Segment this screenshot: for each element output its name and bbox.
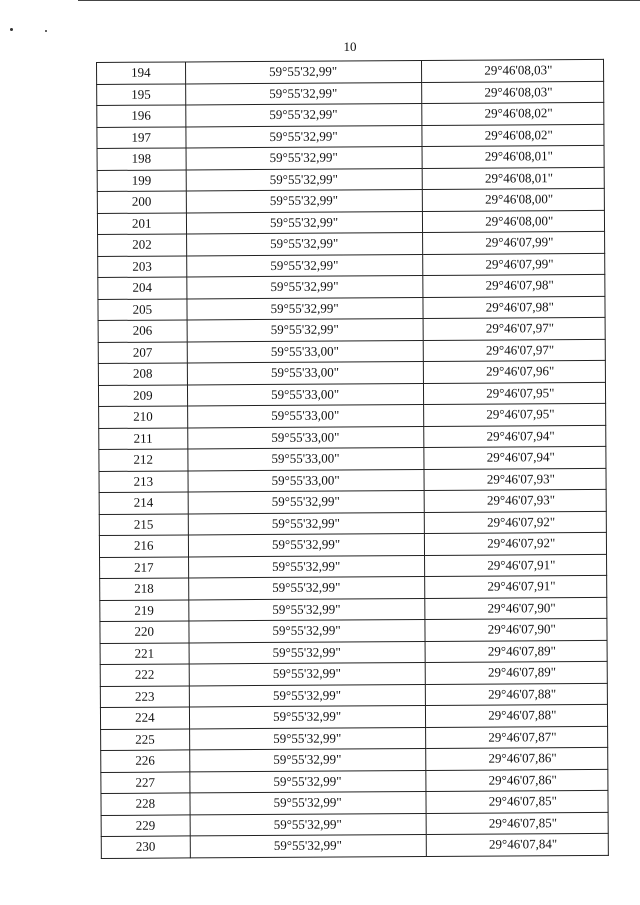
longitude-cell-text: 29°46'07,93" [486, 470, 555, 487]
longitude-cell [422, 210, 605, 233]
longitude-cell [423, 425, 606, 448]
longitude-cell [423, 296, 606, 319]
table-row [99, 532, 606, 557]
latitude-cell-text: 59°55'33,00" [270, 364, 340, 380]
point-number-cell [97, 212, 186, 234]
longitude-cell [423, 382, 606, 405]
latitude-cell-text: 59°55'33,00" [271, 472, 340, 488]
longitude-cell-text: 29°46'07,99" [485, 255, 554, 272]
point-number-cell-text: 210 [133, 408, 153, 424]
longitude-cell-text: 29°46'07,85" [488, 814, 558, 831]
latitude-cell-text: 59°55'32,99" [271, 536, 341, 552]
latitude-cell [187, 405, 423, 428]
latitude-cell-text: 59°55'32,99" [272, 601, 341, 617]
point-number-cell [101, 728, 190, 750]
latitude-cell [189, 749, 425, 772]
point-number-cell-text: 229 [135, 817, 156, 833]
point-number-cell [97, 83, 186, 105]
point-number-cell-text: 211 [133, 430, 153, 446]
latitude-cell [189, 706, 425, 729]
table-row [99, 446, 606, 471]
table-row [98, 317, 605, 342]
table-row [100, 661, 607, 686]
longitude-cell-text: 29°46'08,02" [484, 126, 553, 143]
point-number-cell-text: 222 [134, 666, 155, 682]
coordinates-table [96, 59, 609, 859]
longitude-cell-text: 29°46'08,00" [485, 212, 554, 229]
latitude-cell [187, 383, 423, 406]
latitude-cell [189, 663, 425, 686]
point-number-cell [100, 556, 189, 578]
table-row [101, 747, 608, 772]
point-number-cell [101, 771, 190, 793]
latitude-cell [186, 147, 422, 170]
longitude-cell-text: 29°46'07,89" [487, 664, 557, 680]
longitude-cell [424, 511, 607, 534]
longitude-cell-text: 29°46'07,87" [488, 728, 557, 745]
table-row [100, 704, 607, 729]
point-number-cell [100, 707, 189, 729]
point-number-cell-text: 194 [131, 64, 151, 80]
point-number-cell [97, 126, 186, 148]
point-number-cell-text: 203 [132, 258, 152, 274]
latitude-cell [188, 534, 424, 557]
latitude-cell-text: 59°55'32,99" [270, 321, 339, 337]
longitude-cell-text: 29°46'07,94" [486, 449, 555, 465]
point-number-cell-text: 217 [134, 559, 154, 575]
point-number-cell-text: 212 [133, 451, 154, 467]
longitude-cell-text: 29°46'07,85" [488, 793, 557, 809]
point-number-cell [98, 341, 187, 363]
latitude-cell [188, 577, 424, 600]
point-number-cell-text: 213 [133, 473, 154, 489]
point-number-cell-text: 216 [133, 537, 154, 553]
longitude-cell [425, 726, 608, 749]
longitude-cell [426, 833, 609, 856]
point-number-cell [99, 470, 188, 492]
longitude-cell [425, 704, 608, 727]
longitude-cell-text: 29°46'07,88" [488, 707, 557, 723]
page-top-rule [78, 0, 640, 1]
point-number-cell [98, 234, 187, 256]
point-number-cell [99, 427, 188, 449]
longitude-cell [425, 618, 608, 641]
latitude-cell-text: 59°55'32,99" [270, 278, 339, 294]
longitude-cell [424, 532, 607, 555]
table-row [101, 726, 608, 751]
longitude-cell-text: 29°46'07,97" [485, 341, 555, 358]
table-row [101, 790, 608, 815]
longitude-cell [421, 59, 604, 82]
latitude-cell-text: 59°55'33,00" [271, 386, 340, 402]
latitude-cell-text: 59°55'32,99" [270, 300, 339, 316]
latitude-cell [187, 426, 423, 449]
point-number-cell-text: 195 [131, 86, 151, 102]
latitude-cell [189, 641, 425, 664]
longitude-cell [422, 231, 605, 254]
latitude-cell-text: 59°55'32,99" [269, 106, 338, 122]
longitude-cell [422, 188, 605, 211]
point-number-cell-text: 225 [135, 731, 155, 747]
longitude-cell [426, 790, 609, 813]
longitude-cell-text: 29°46'07,88" [488, 685, 557, 702]
latitude-cell-text: 59°55'32,99" [273, 730, 342, 746]
table-row [100, 640, 607, 665]
point-number-cell-text: 223 [134, 688, 155, 704]
latitude-cell-text: 59°55'32,99" [271, 493, 340, 509]
point-number-cell-text: 209 [133, 387, 153, 403]
point-number-cell [97, 105, 186, 127]
table-row [100, 683, 607, 708]
scan-speck [45, 30, 47, 32]
point-number-cell-text: 202 [132, 236, 152, 252]
point-number-cell [97, 62, 186, 84]
point-number-cell-text: 207 [132, 344, 153, 360]
longitude-cell-text: 29°46'07,95" [486, 406, 555, 422]
longitude-cell-text: 29°46'08,03" [484, 83, 553, 100]
point-number-cell-text: 205 [132, 301, 153, 317]
latitude-cell [189, 770, 425, 793]
latitude-cell [187, 362, 423, 385]
longitude-cell [424, 489, 607, 512]
point-number-cell [100, 621, 189, 643]
latitude-cell-text: 59°55'32,99" [273, 837, 342, 853]
latitude-cell-text: 59°55'32,99" [273, 794, 342, 810]
scan-speck [10, 28, 13, 31]
point-number-cell-text: 204 [132, 279, 152, 295]
latitude-cell-text: 59°55'33,00" [271, 407, 340, 423]
table-row [100, 554, 607, 579]
longitude-cell [425, 661, 608, 684]
latitude-cell-text: 59°55'32,99" [273, 708, 342, 724]
table-row [101, 833, 608, 858]
latitude-cell-text: 59°55'32,99" [270, 235, 339, 251]
table-row [97, 145, 604, 170]
latitude-cell [189, 684, 425, 707]
latitude-cell [189, 620, 425, 643]
latitude-cell-text: 59°55'33,00" [270, 343, 339, 359]
longitude-cell-text: 29°46'07,86" [488, 771, 557, 788]
latitude-cell-text: 59°55'32,99" [272, 644, 341, 660]
point-number-cell-text: 200 [131, 193, 152, 209]
table-row [99, 489, 606, 514]
longitude-cell-text: 29°46'07,86" [488, 750, 557, 766]
point-number-cell [98, 277, 187, 299]
longitude-cell [423, 446, 606, 469]
longitude-cell [425, 640, 608, 663]
point-number-cell-text: 219 [134, 602, 154, 618]
latitude-cell [186, 168, 422, 191]
point-number-cell-text: 198 [131, 150, 152, 166]
point-number-cell [98, 320, 187, 342]
longitude-cell-text: 29°46'07,98" [485, 277, 554, 293]
table-row [97, 167, 604, 192]
latitude-cell-text: 59°55'32,99" [272, 687, 342, 703]
point-number-cell [101, 750, 190, 772]
table-row [100, 597, 607, 622]
table-row [99, 425, 606, 450]
table-row [101, 769, 608, 794]
longitude-cell [422, 274, 605, 297]
longitude-cell-text: 29°46'07,89" [487, 642, 557, 659]
table-row [98, 253, 605, 278]
point-number-cell [100, 685, 189, 707]
longitude-cell-text: 29°46'07,97" [485, 320, 555, 336]
longitude-cell-text: 29°46'07,92" [487, 513, 556, 530]
point-number-cell [100, 664, 189, 686]
point-number-cell-text: 208 [132, 365, 153, 381]
longitude-cell-text: 29°46'07,90" [487, 599, 556, 616]
point-number-cell-text: 230 [135, 838, 156, 854]
point-number-cell-text: 199 [131, 172, 152, 188]
point-number-cell [101, 814, 190, 836]
longitude-cell [421, 81, 604, 104]
latitude-cell-text: 59°55'32,99" [269, 214, 339, 230]
point-number-cell-text: 196 [131, 107, 151, 123]
latitude-cell-text: 59°55'32,99" [272, 665, 341, 681]
latitude-cell [185, 61, 421, 84]
longitude-cell [423, 317, 606, 340]
latitude-cell [188, 469, 424, 492]
point-number-cell [97, 169, 186, 191]
latitude-cell-text: 59°55'32,99" [269, 128, 338, 144]
longitude-cell-text: 29°46'08,02" [484, 105, 553, 121]
point-number-cell [98, 363, 187, 385]
point-number-cell [98, 384, 187, 406]
latitude-cell-text: 59°55'32,99" [272, 622, 341, 638]
longitude-cell [423, 339, 606, 362]
latitude-cell [188, 555, 424, 578]
table-row [99, 468, 606, 493]
point-number-cell-text: 224 [135, 709, 155, 725]
latitude-cell-text: 59°55'33,00" [271, 429, 340, 445]
latitude-cell [189, 727, 425, 750]
table-row [98, 274, 605, 299]
point-number-cell-text: 201 [131, 215, 152, 231]
longitude-cell-text: 29°46'07,99" [485, 234, 554, 250]
latitude-cell-text: 59°55'32,99" [272, 558, 341, 574]
longitude-cell-text: 29°46'07,92" [487, 535, 556, 551]
longitude-cell [424, 468, 607, 491]
longitude-cell [424, 597, 607, 620]
point-number-cell [99, 406, 188, 428]
point-number-cell-text: 227 [135, 774, 155, 790]
latitude-cell [190, 792, 426, 815]
table-row [100, 618, 607, 643]
point-number-cell [99, 535, 188, 557]
table-row [97, 188, 604, 213]
longitude-cell-text: 29°46'07,84" [488, 836, 558, 852]
latitude-cell [185, 104, 421, 127]
longitude-cell [425, 747, 608, 770]
longitude-cell-text: 29°46'07,91" [487, 556, 556, 573]
longitude-cell-text: 29°46'07,95" [486, 384, 555, 401]
table-row [99, 511, 606, 536]
latitude-cell-text: 59°55'32,99" [272, 579, 341, 595]
latitude-cell-text: 59°55'32,99" [271, 515, 341, 531]
table-row [97, 81, 604, 106]
point-number-cell-text: 226 [135, 752, 155, 768]
latitude-cell-text: 59°55'32,99" [273, 751, 342, 767]
longitude-cell [422, 124, 605, 147]
point-number-cell-text: 228 [135, 795, 156, 811]
table-row [98, 360, 605, 385]
longitude-cell [426, 812, 609, 835]
latitude-cell-text: 59°55'32,99" [273, 816, 342, 832]
longitude-cell [424, 575, 607, 598]
point-number-cell-text: 214 [133, 494, 154, 510]
table-row [98, 382, 605, 407]
latitude-cell [186, 211, 422, 234]
latitude-cell-text: 59°55'32,99" [270, 257, 339, 273]
point-number-cell [99, 513, 188, 535]
point-number-cell [99, 492, 188, 514]
longitude-cell [421, 102, 604, 125]
longitude-cell-text: 29°46'08,00" [485, 191, 554, 207]
latitude-cell [188, 512, 424, 535]
point-number-cell-text: 221 [134, 645, 155, 661]
latitude-cell-text: 59°55'32,99" [269, 171, 338, 187]
longitude-cell-text: 29°46'07,93" [486, 492, 556, 508]
point-number-cell [101, 836, 190, 858]
latitude-cell [187, 319, 423, 342]
latitude-cell [186, 190, 422, 213]
latitude-cell-text: 59°55'32,99" [269, 85, 338, 101]
point-number-cell [97, 148, 186, 170]
page-number: 10 [343, 39, 357, 54]
longitude-cell-text: 29°46'08,01" [484, 169, 554, 186]
longitude-cell [423, 403, 606, 426]
longitude-cell [422, 145, 605, 168]
longitude-cell-text: 29°46'07,96" [486, 363, 555, 379]
longitude-cell-text: 29°46'07,94" [486, 427, 555, 444]
longitude-cell [424, 554, 607, 577]
longitude-cell-text: 29°46'08,03" [484, 62, 553, 78]
longitude-cell [423, 360, 606, 383]
point-number-cell-text: 206 [132, 322, 153, 338]
longitude-cell [422, 253, 605, 276]
table-row [100, 575, 607, 600]
point-number-cell [97, 191, 186, 213]
table-row [97, 59, 604, 84]
point-number-cell-text: 218 [134, 580, 154, 596]
table-row [98, 296, 605, 321]
point-number-cell-text: 220 [134, 623, 155, 639]
table-row [98, 231, 605, 256]
point-number-cell [98, 255, 187, 277]
point-number-cell [100, 599, 189, 621]
latitude-cell [185, 82, 421, 105]
table-row [97, 124, 604, 149]
latitude-cell-text: 59°55'33,00" [271, 450, 340, 466]
latitude-cell [187, 340, 423, 363]
table-row [101, 812, 608, 837]
longitude-cell [425, 769, 608, 792]
latitude-cell [187, 297, 423, 320]
table-row [99, 403, 606, 428]
table-row [97, 102, 604, 127]
latitude-cell-text: 59°55'32,99" [269, 149, 338, 165]
latitude-cell [186, 276, 422, 299]
table-row [98, 339, 605, 364]
point-number-cell [100, 642, 189, 664]
latitude-cell [190, 813, 426, 836]
point-number-cell-text: 215 [133, 516, 154, 532]
latitude-cell [185, 125, 421, 148]
latitude-cell [188, 491, 424, 514]
point-number-cell [98, 298, 187, 320]
longitude-cell-text: 29°46'07,91" [487, 578, 556, 594]
longitude-cell-text: 29°46'07,90" [487, 621, 556, 637]
latitude-cell [187, 448, 423, 471]
latitude-cell [186, 233, 422, 256]
table-row [97, 210, 604, 235]
longitude-cell [422, 167, 605, 190]
latitude-cell [188, 598, 424, 621]
coordinates-table-body [97, 59, 609, 858]
point-number-cell [100, 578, 189, 600]
longitude-cell-text: 29°46'08,01" [484, 148, 553, 164]
latitude-cell-text: 59°55'32,99" [269, 63, 338, 79]
latitude-cell-text: 59°55'32,99" [269, 192, 339, 208]
longitude-cell [425, 683, 608, 706]
latitude-cell-text: 59°55'32,99" [273, 773, 342, 789]
point-number-cell-text: 197 [131, 129, 152, 145]
point-number-cell [99, 449, 188, 471]
latitude-cell [186, 254, 422, 277]
longitude-cell-text: 29°46'07,98" [485, 298, 554, 315]
point-number-cell [101, 793, 190, 815]
latitude-cell [190, 834, 426, 857]
